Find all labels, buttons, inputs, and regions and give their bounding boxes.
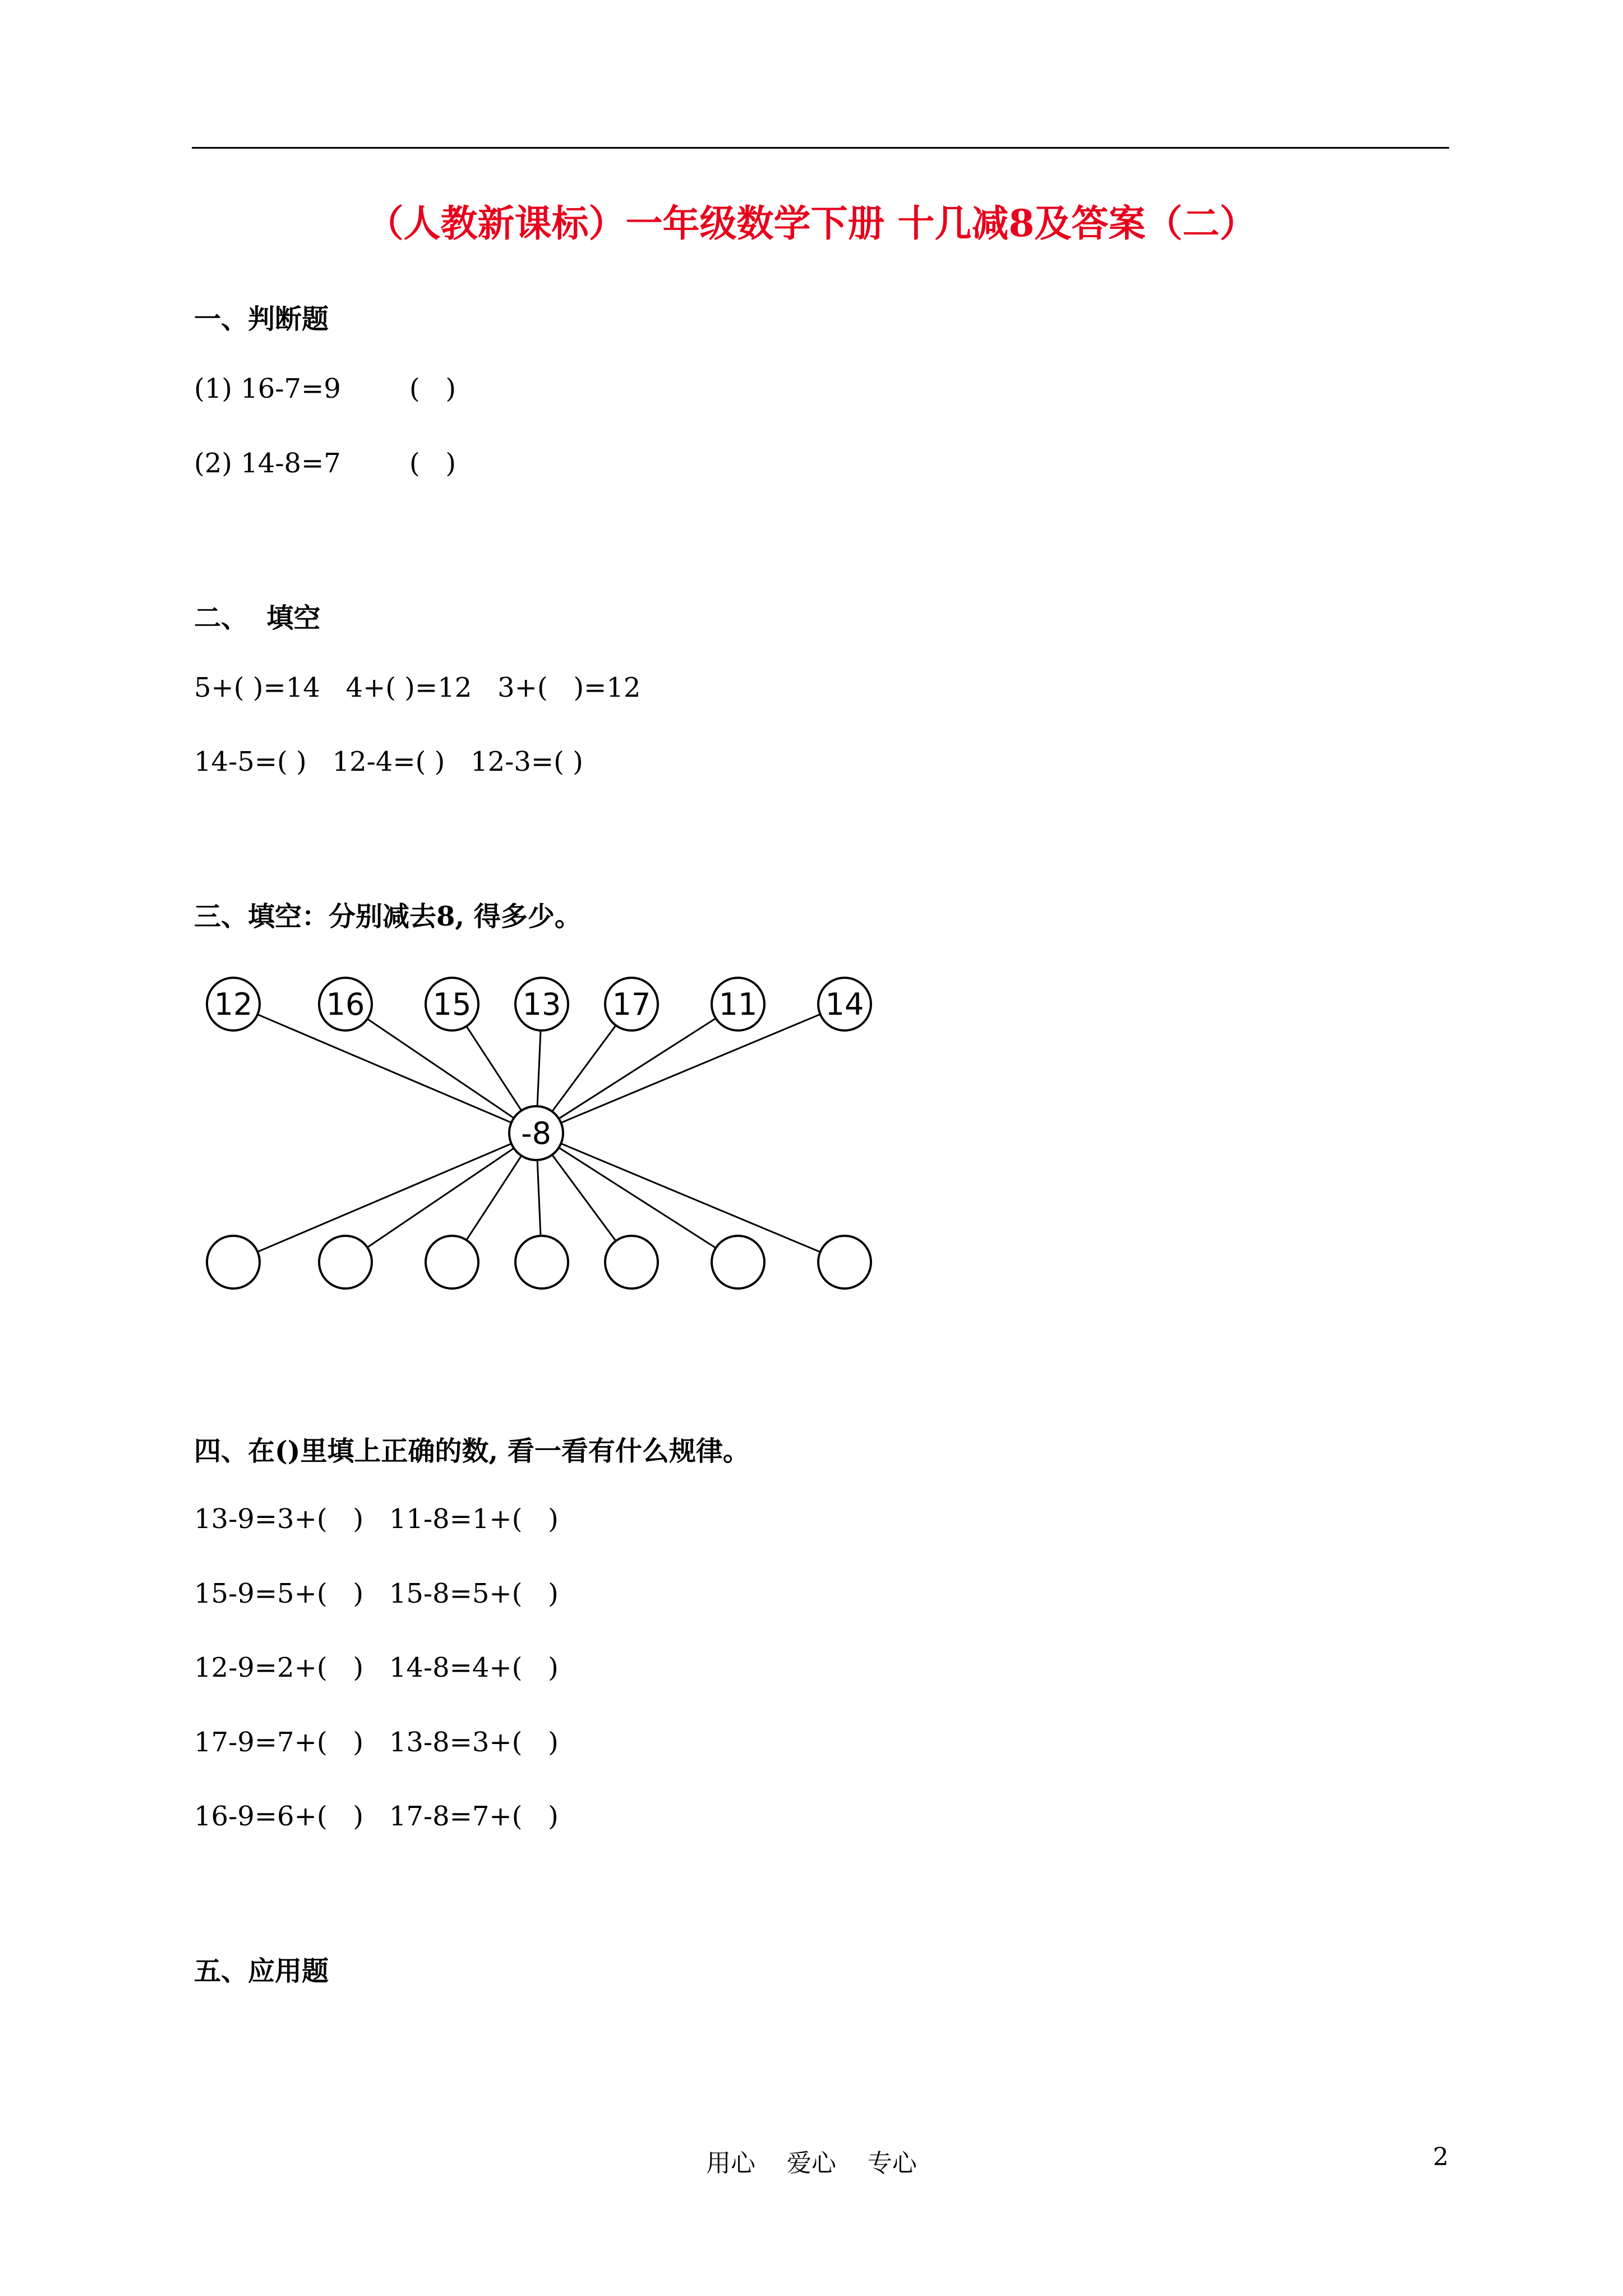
top-number-label: 17 bbox=[612, 987, 651, 1022]
top-connector-line bbox=[561, 1014, 820, 1122]
answer-circle[interactable] bbox=[207, 1236, 260, 1289]
top-connector-line bbox=[467, 1026, 522, 1110]
page-title: （人教新课标）一年级数学下册 十几减8及答案（二） bbox=[366, 201, 1257, 245]
page-number: 2 bbox=[1433, 2143, 1449, 2171]
pattern-line-1: 13-9=3+( ) 11-8=1+( ) bbox=[194, 1503, 559, 1535]
subtract-eight-diagram bbox=[194, 965, 889, 1313]
top-number-label: 12 bbox=[214, 987, 253, 1022]
top-number-label: 13 bbox=[522, 987, 561, 1022]
answer-circle[interactable] bbox=[818, 1236, 871, 1289]
answer-circle[interactable] bbox=[605, 1236, 658, 1289]
section-2-heading: 二、 填空 bbox=[194, 602, 321, 634]
top-number-label: 16 bbox=[326, 987, 365, 1022]
section-5-heading: 五、应用题 bbox=[194, 1955, 329, 1987]
top-number-label: 11 bbox=[718, 987, 758, 1022]
answer-circle[interactable] bbox=[712, 1236, 764, 1289]
top-number-label: 14 bbox=[825, 987, 864, 1022]
question-1-1: (1) 16-7=9 ( ) bbox=[194, 373, 457, 404]
bottom-connector-line bbox=[537, 1160, 541, 1236]
section-1-heading: 一、判断题 bbox=[194, 303, 329, 335]
section-4-heading: 四、在()里填上正确的数, 看一看有什么规律。 bbox=[194, 1435, 750, 1467]
fill-line-1: 5+( )=14 4+( )=12 3+( )=12 bbox=[194, 672, 641, 703]
answer-circle[interactable] bbox=[319, 1236, 372, 1289]
section-3-heading: 三、填空：分别减去8, 得多少。 bbox=[194, 901, 582, 932]
bottom-connector-line bbox=[552, 1155, 616, 1241]
header-rule bbox=[192, 147, 1449, 149]
pattern-line-3: 12-9=2+( ) 14-8=4+( ) bbox=[194, 1652, 559, 1683]
pattern-line-5: 16-9=6+( ) 17-8=7+( ) bbox=[194, 1801, 559, 1832]
answer-circle[interactable] bbox=[426, 1236, 478, 1289]
bottom-connector-line bbox=[367, 1148, 514, 1248]
answer-circle[interactable] bbox=[515, 1236, 568, 1289]
question-1-2: (2) 14-8=7 ( ) bbox=[194, 448, 457, 479]
fill-line-2: 14-5=( ) 12-4=( ) 12-3=( ) bbox=[194, 746, 583, 777]
footer-slogan: 用心 爱心 专心 bbox=[706, 2149, 917, 2178]
top-connector-line bbox=[537, 1030, 541, 1106]
bottom-connector-line bbox=[561, 1144, 820, 1252]
top-number-label: 15 bbox=[432, 987, 472, 1022]
bottom-connector-line bbox=[467, 1156, 522, 1240]
minus-eight-label: -8 bbox=[521, 1116, 551, 1151]
pattern-line-2: 15-9=5+( ) 15-8=5+( ) bbox=[194, 1578, 559, 1609]
pattern-line-4: 17-9=7+( ) 13-8=3+( ) bbox=[194, 1727, 559, 1758]
top-connector-line bbox=[552, 1025, 616, 1112]
top-connector-line bbox=[367, 1019, 514, 1118]
